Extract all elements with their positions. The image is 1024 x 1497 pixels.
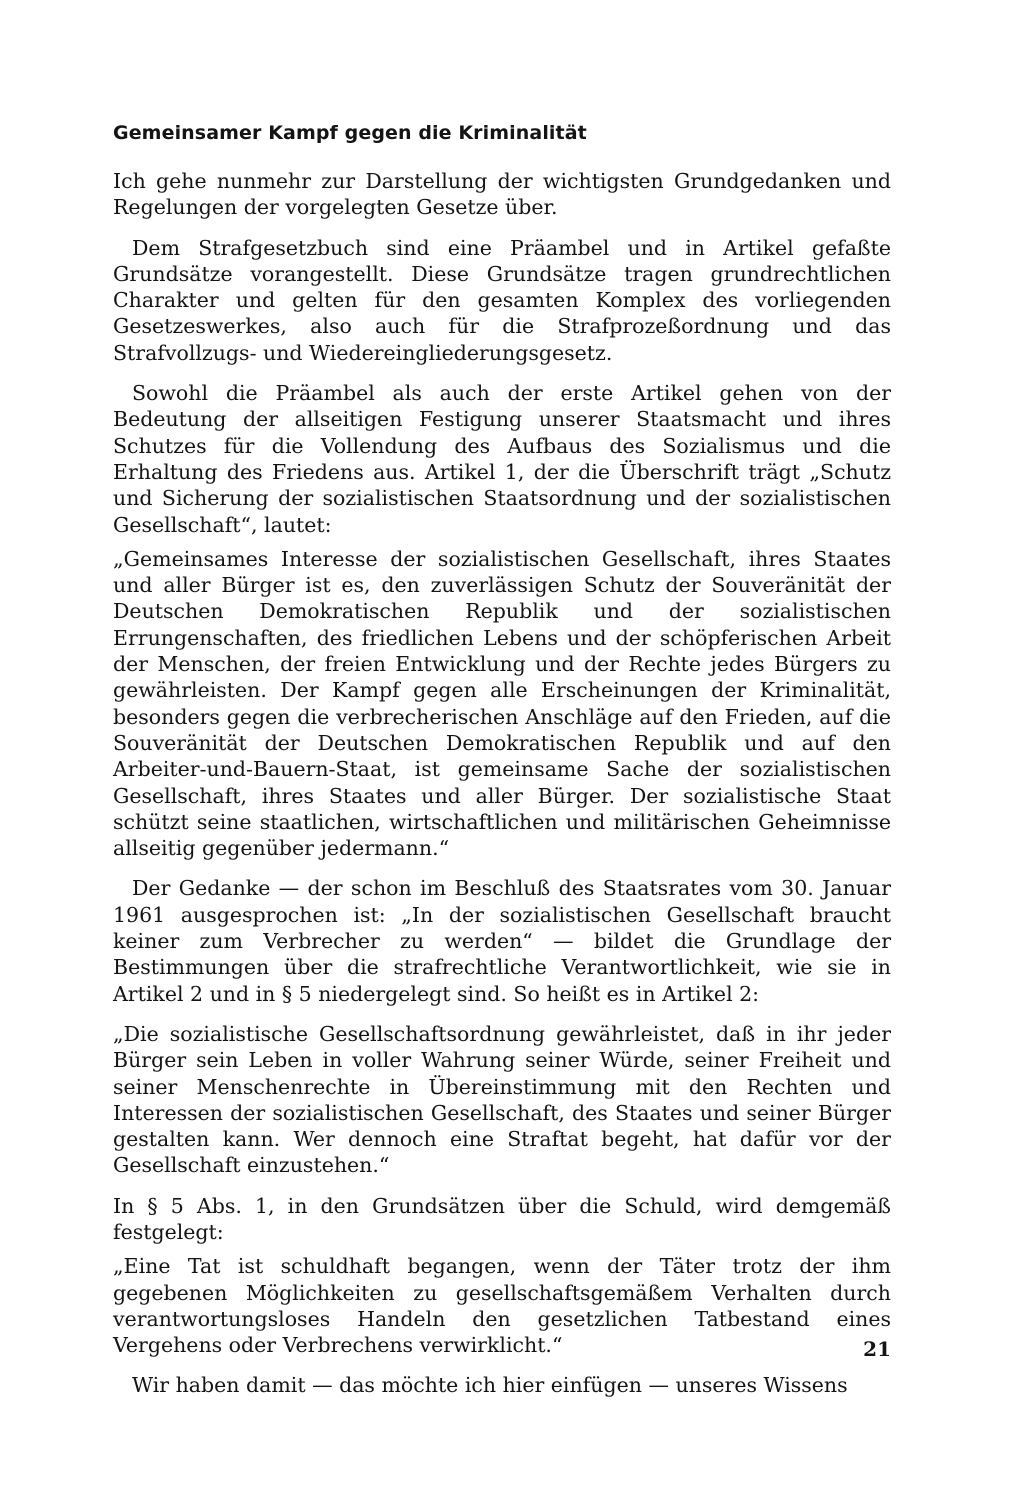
paragraph-gedanke: Der Gedanke — der schon im Beschluß des Staatsrates vom 30. Januar 1961 ausgesprochen ist: „In der sozialistischen Gesellschaft braucht keiner zum Verbrecher zu werden“ — bildet die Grundlage der Bestimmungen über die strafrechtliche Verantwortlichkeit, wie sie in Artikel 2 und in § 5 niedergelegt sind. So heißt es in Artikel 2: — [113, 876, 891, 1006]
section-heading: Gemeinsamer Kampf gegen die Kriminalität — [113, 122, 587, 144]
paragraph-final: Wir haben damit — das möchte ich hier einfügen — unseres Wissens — [132, 1373, 848, 1398]
quote-article-1: „Gemeinsames Interesse der sozialistischen Gesellschaft, ihres Staates und aller Bürger ist es, den zuverlässigen Schutz der Souveränität der Deutschen Demokratischen Republik und der sozialistischen Errungenschaften, des friedlichen Lebens und der schöpferischen Arbeit der Menschen, der freien Entwicklung und der Rechte jedes Bürgers zu gewährleisten. Der Kampf gegen alle Erscheinungen der Kriminalität, besonders gegen die verbrecherischen Anschläge auf den Frieden, auf die Souveränität der Deutschen Demokratischen Republik und auf den Arbeiter-und-Bauern-Staat, ist gemeinsame Sache der sozialistischen Gesellschaft, ihres Staates und aller Bürger. Der sozialistische Staat schützt seine staatlichen, wirtschaftlichen und militärischen Geheimnisse allseitig gegenüber jedermann.“ — [113, 546, 891, 861]
quote-article-2: „Die sozialistische Gesellschaftsordnung gewährleistet, daß in ihr jeder Bürger sein Leben in voller Wahrung seiner Würde, seiner Freiheit und seiner Menschenrechte in Übereinstimmung mit den Rechten und Interessen der sozialistischen Gesellschaft, des Staates und seiner Bürger gestalten kann. Wer dennoch eine Straftat begeht, hat dafür vor der Gesellschaft einzustehen.“ — [113, 1021, 891, 1178]
paragraph-article-1-intro: Sowohl die Präambel als auch der erste Artikel gehen von der Bedeutung der allseitigen Festigung unserer Staatsmacht und ihres Schutzes für die Vollendung des Aufbaus des Sozialismus und die Erhaltung des Friedens aus. Artikel 1, der die Überschrift trägt „Schutz und Sicherung der sozialistischen Staatsordnung und der sozialistischen Gesellschaft“, lautet: — [113, 381, 891, 537]
paragraph-schuld: In § 5 Abs. 1, in den Grundsätzen über die Schuld, wird demgemäß festgelegt: — [113, 1193, 891, 1244]
quote-paragraph-5: „Eine Tat ist schuldhaft begangen, wenn der Täter trotz der ihm gegebenen Möglichkeiten zu gesellschaftsgemäßem Verhalten durch verantwortungsloses Handeln den gesetzlichen Tatbestand eines Vergehens oder Verbrechens verwirklicht.“ — [113, 1254, 891, 1358]
document-page — [113, 112, 891, 1411]
page-number: 21 — [863, 1337, 891, 1361]
paragraph-preamble: Dem Strafgesetzbuch sind eine Präambel und in Artikel gefaßte Grundsätze vorangestellt. Diese Grundsätze tragen grundrechtlichen Charakter und gelten für den gesamten Komplex des vorliegenden Gesetzeswerkes, also auch für die Strafprozeßordnung und das Strafvollzugs- und Wiedereingliederungsgesetz. — [113, 235, 891, 365]
paragraph-intro: Ich gehe nunmehr zur Darstellung der wichtigsten Grundgedanken und Regelungen der vorgelegten Gesetze über. — [113, 169, 891, 220]
